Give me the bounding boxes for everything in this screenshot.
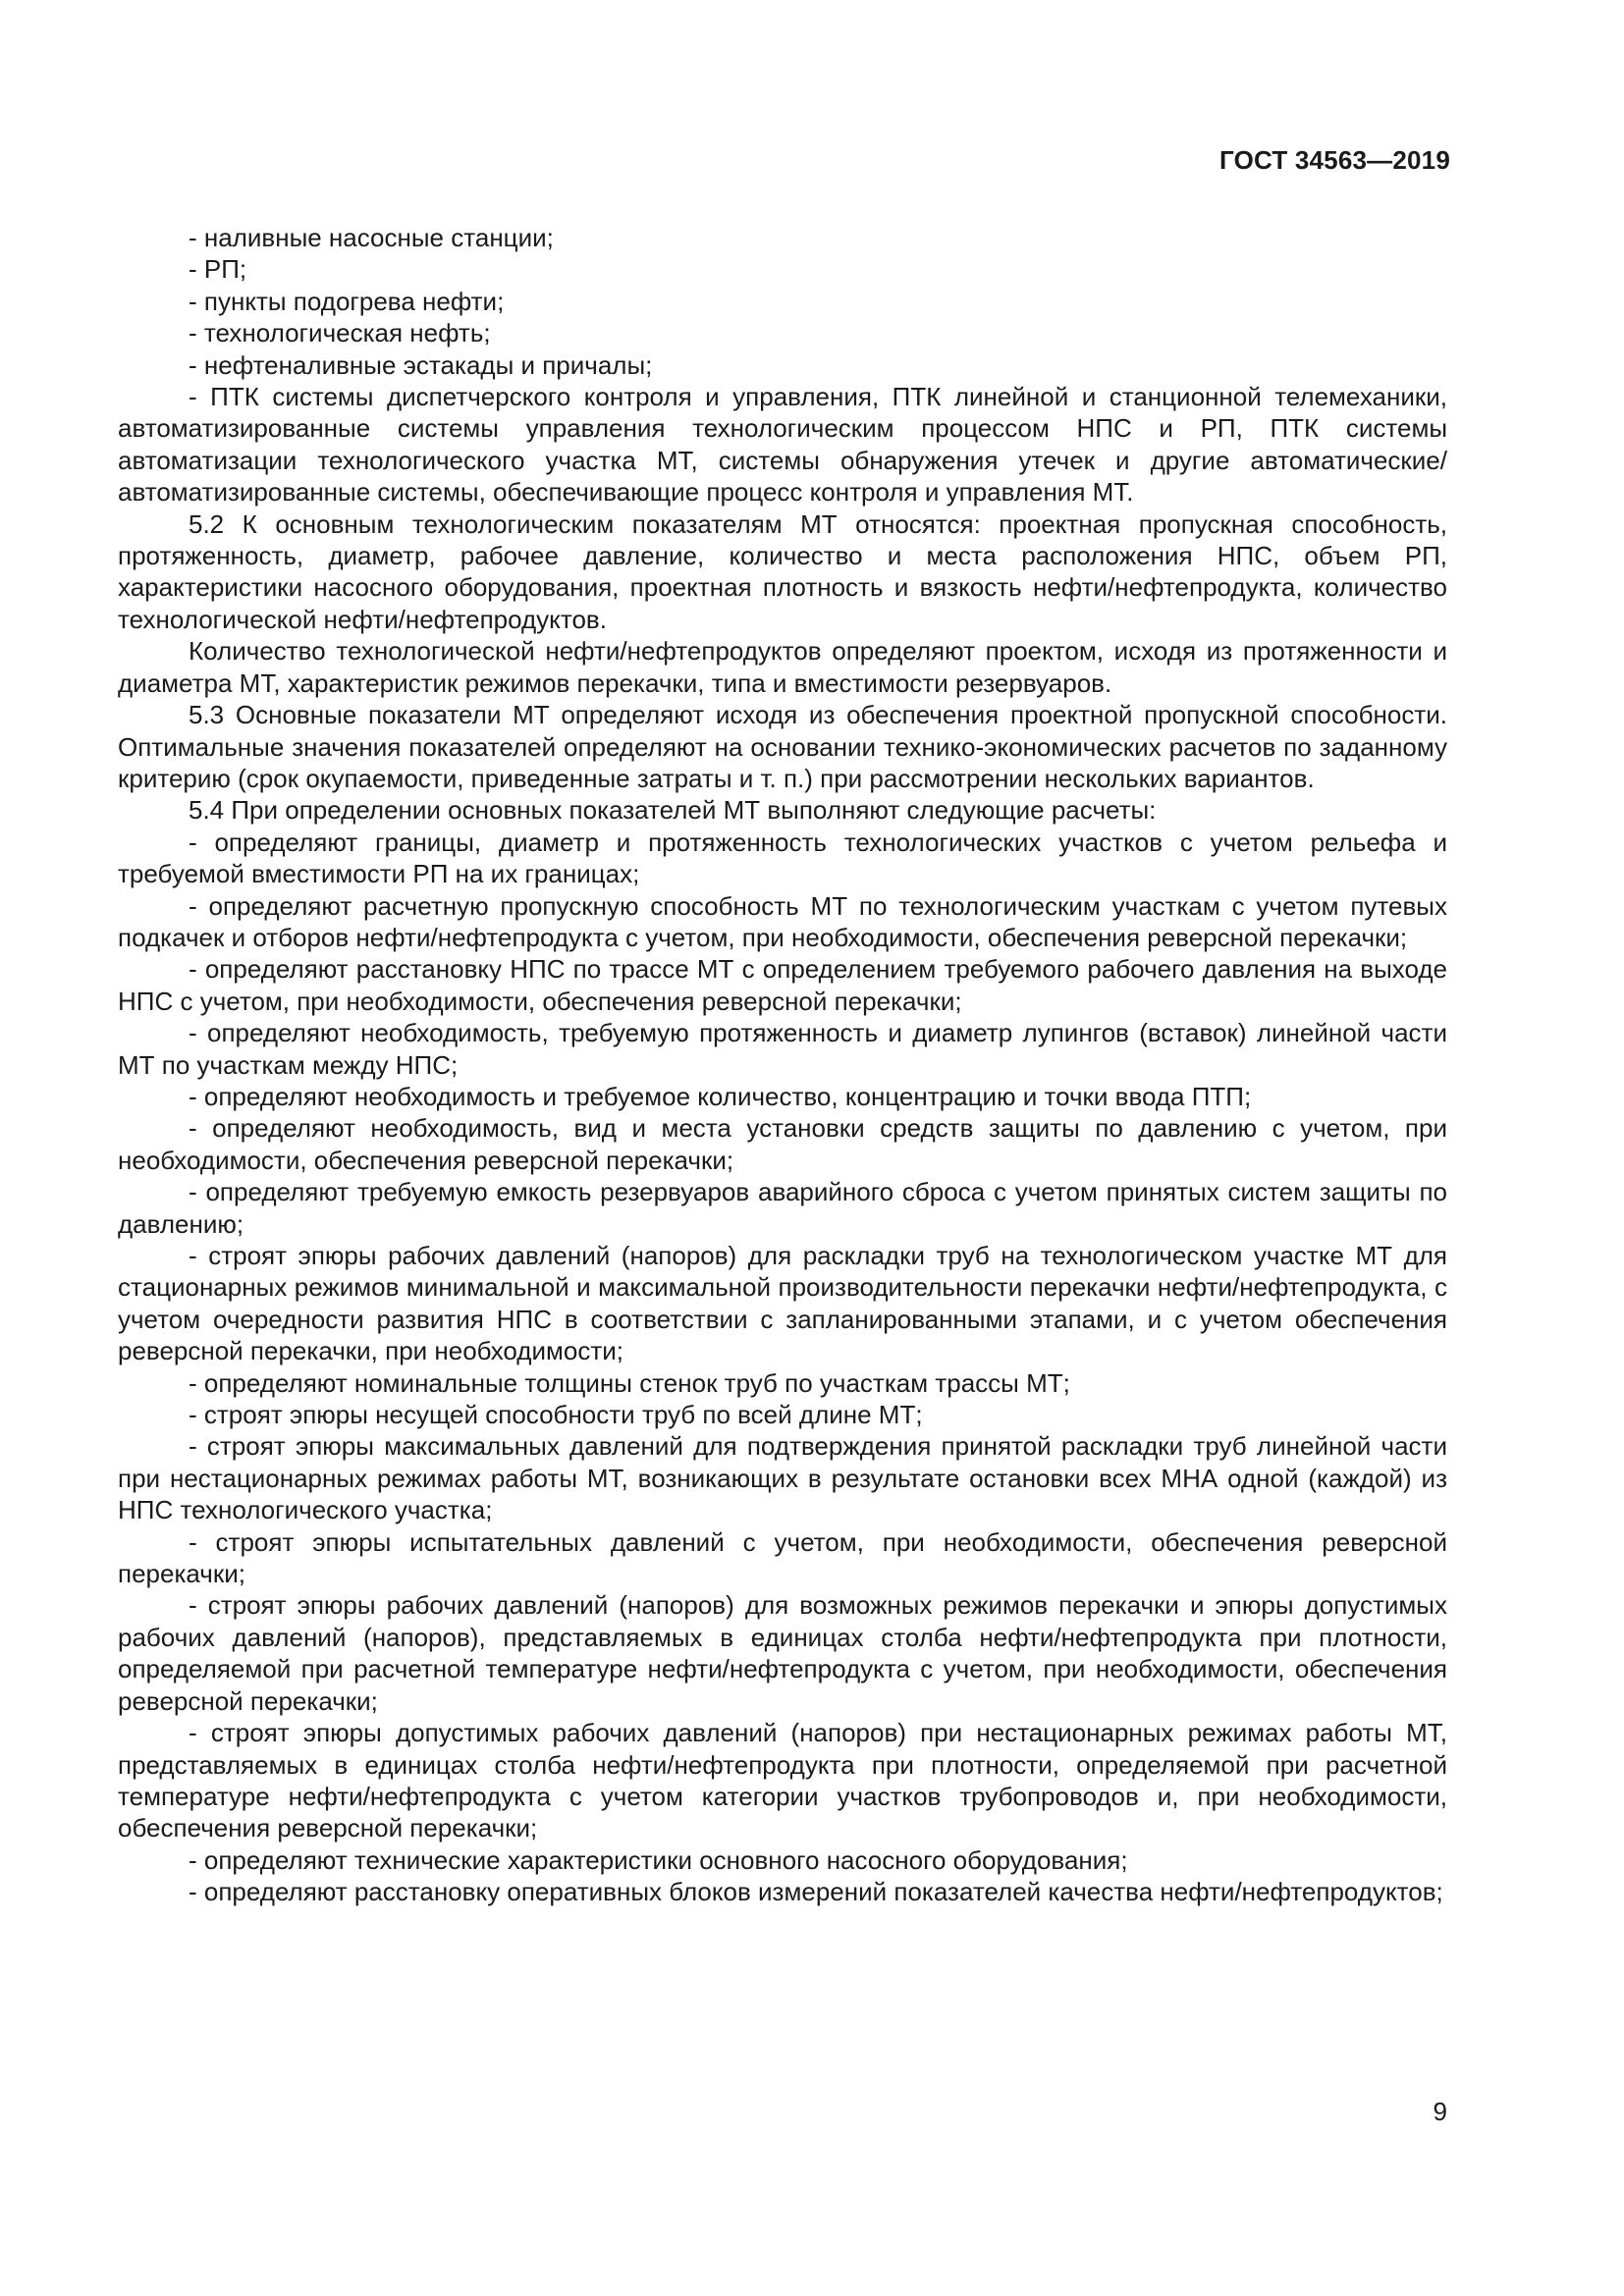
list-item: - строят эпюры допустимых рабочих давлений (напоров) при нестационарных режимах работы МТ, представляемых в единицах столба нефти/нефтепродукта при плотности, определяемой при расчетной температуре нефти/нефтепродукта с учетом категории участков трубопроводов и, при необходимости, обеспечения реверсной перекачки; [118,1718,1447,1843]
list-item: - строят эпюры несущей способности труб по всей длине МТ; [189,1400,923,1430]
list-item: - ПТК системы диспетчерского контроля и управления, ПТК линейной и станционной телемеханики, автоматизированные системы управления технологическим процессом НПС и РП, ПТК системы автоматизации технологического участка МТ, системы обнаружения утечек и другие автоматические/ автоматизированные системы, обеспечивающие процесс контроля и управления МТ. [118,382,1447,507]
list-item: - строят эпюры рабочих давлений (напоров) для возможных режимов перекачки и эпюры допустимых рабочих давлений (напоров), представляемых в единицах столба нефти/нефтепродукта при плотности, определяемой при расчетной температуре нефти/нефтепродукта с учетом, при необходимости, обеспечения реверсной перекачки; [118,1590,1447,1716]
list-item: - определяют границы, диаметр и протяженность технологических участков с учетом рельефа и требуемой вместимости РП на их границах; [118,827,1447,889]
list-item: - технологическая нефть; [189,318,491,348]
document-code-header: ГОСТ 34563—2019 [1219,145,1450,175]
list-item: - пункты подогрева нефти; [189,286,505,316]
list-item: - определяют необходимость и требуемое количество, концентрацию и точки ввода ПТП; [189,1081,1252,1111]
page-number: 9 [1433,2097,1447,2126]
list-item: - определяют необходимость, вид и места установки средств защиты по давлению с учетом, при необходимости, обеспечения реверсной перекачки; [118,1113,1447,1175]
list-item: - РП; [189,254,247,285]
list-item: - определяют необходимость, требуемую протяженность и диаметр лупингов (вставок) линейной части МТ по участкам между НПС; [118,1018,1447,1080]
list-item: - строят эпюры максимальных давлений для подтверждения принятой раскладки труб линейной части при нестационарных режимах работы МТ, возникающих в результате остановки всех МНА одной (каждой) из НПС технологического участка; [118,1431,1447,1525]
paragraph: Количество технологической нефти/нефтепродуктов определяют проектом, исходя из протяженности и диаметра МТ, характеристик режимов перекачки, типа и вместимости резервуаров. [118,636,1447,698]
list-item: - строят эпюры испытательных давлений с учетом, при необходимости, обеспечения реверсной перекачки; [118,1526,1447,1589]
list-item: - наливные насосные станции; [189,223,554,252]
list-item: - определяют расчетную пропускную способность МТ по технологическим участкам с учетом путевых подкачек и отборов нефти/нефтепродукта с учетом, при необходимости, обеспечения реверсной перекачки; [118,890,1447,952]
list-item: - определяют расстановку оперативных блоков измерений показателей качества нефти/нефтепродуктов; [189,1877,1443,1907]
list-item: - определяют номинальные толщины стенок труб по участкам трассы МТ; [189,1367,1070,1398]
list-item: - строят эпюры рабочих давлений (напоров) для раскладки труб на технологическом участке МТ для стационарных режимов минимальной и максимальной производительности перекачки нефти/нефтепродукта, с учетом очередности развития НПС в соответствии с запланированными этапами, и с учетом обеспечения реверсной перекачки, при необходимости; [118,1241,1447,1366]
section-paragraph-5-3: 5.3 Основные показатели МТ определяют исходя из обеспечения проектной пропускной способности. Оптимальные значения показателей определяют на основании технико-экономических расчетов по заданному критерию (срок окупаемости, приведенные затраты и т. п.) при рассмотрении нескольких вариантов. [118,700,1447,793]
list-item: - нефтеналивные эстакады и причалы; [189,349,653,380]
list-item: - определяют расстановку НПС по трассе МТ с определением требуемого рабочего давления на выходе НПС с учетом, при необходимости, обеспечения реверсной перекачки; [118,954,1447,1016]
list-item: - определяют технические характеристики основного насосного оборудования; [189,1844,1128,1875]
section-paragraph-5-4: 5.4 При определении основных показателей МТ выполняют следующие расчеты: [189,795,1157,826]
section-paragraph-5-2: 5.2 К основным технологическим показателям МТ относятся: проектная пропускная способность, протяженность, диаметр, рабочее давление, количество и места расположения НПС, объем РП, характеристики насосного оборудования, проектная плотность и вязкость нефти/нефтепродукта, количество технологической нефти/нефтепродуктов. [118,508,1447,634]
list-item: - определяют требуемую емкость резервуаров аварийного сброса с учетом принятых систем защиты по давлению; [118,1177,1447,1239]
document-body [118,222,1447,1908]
